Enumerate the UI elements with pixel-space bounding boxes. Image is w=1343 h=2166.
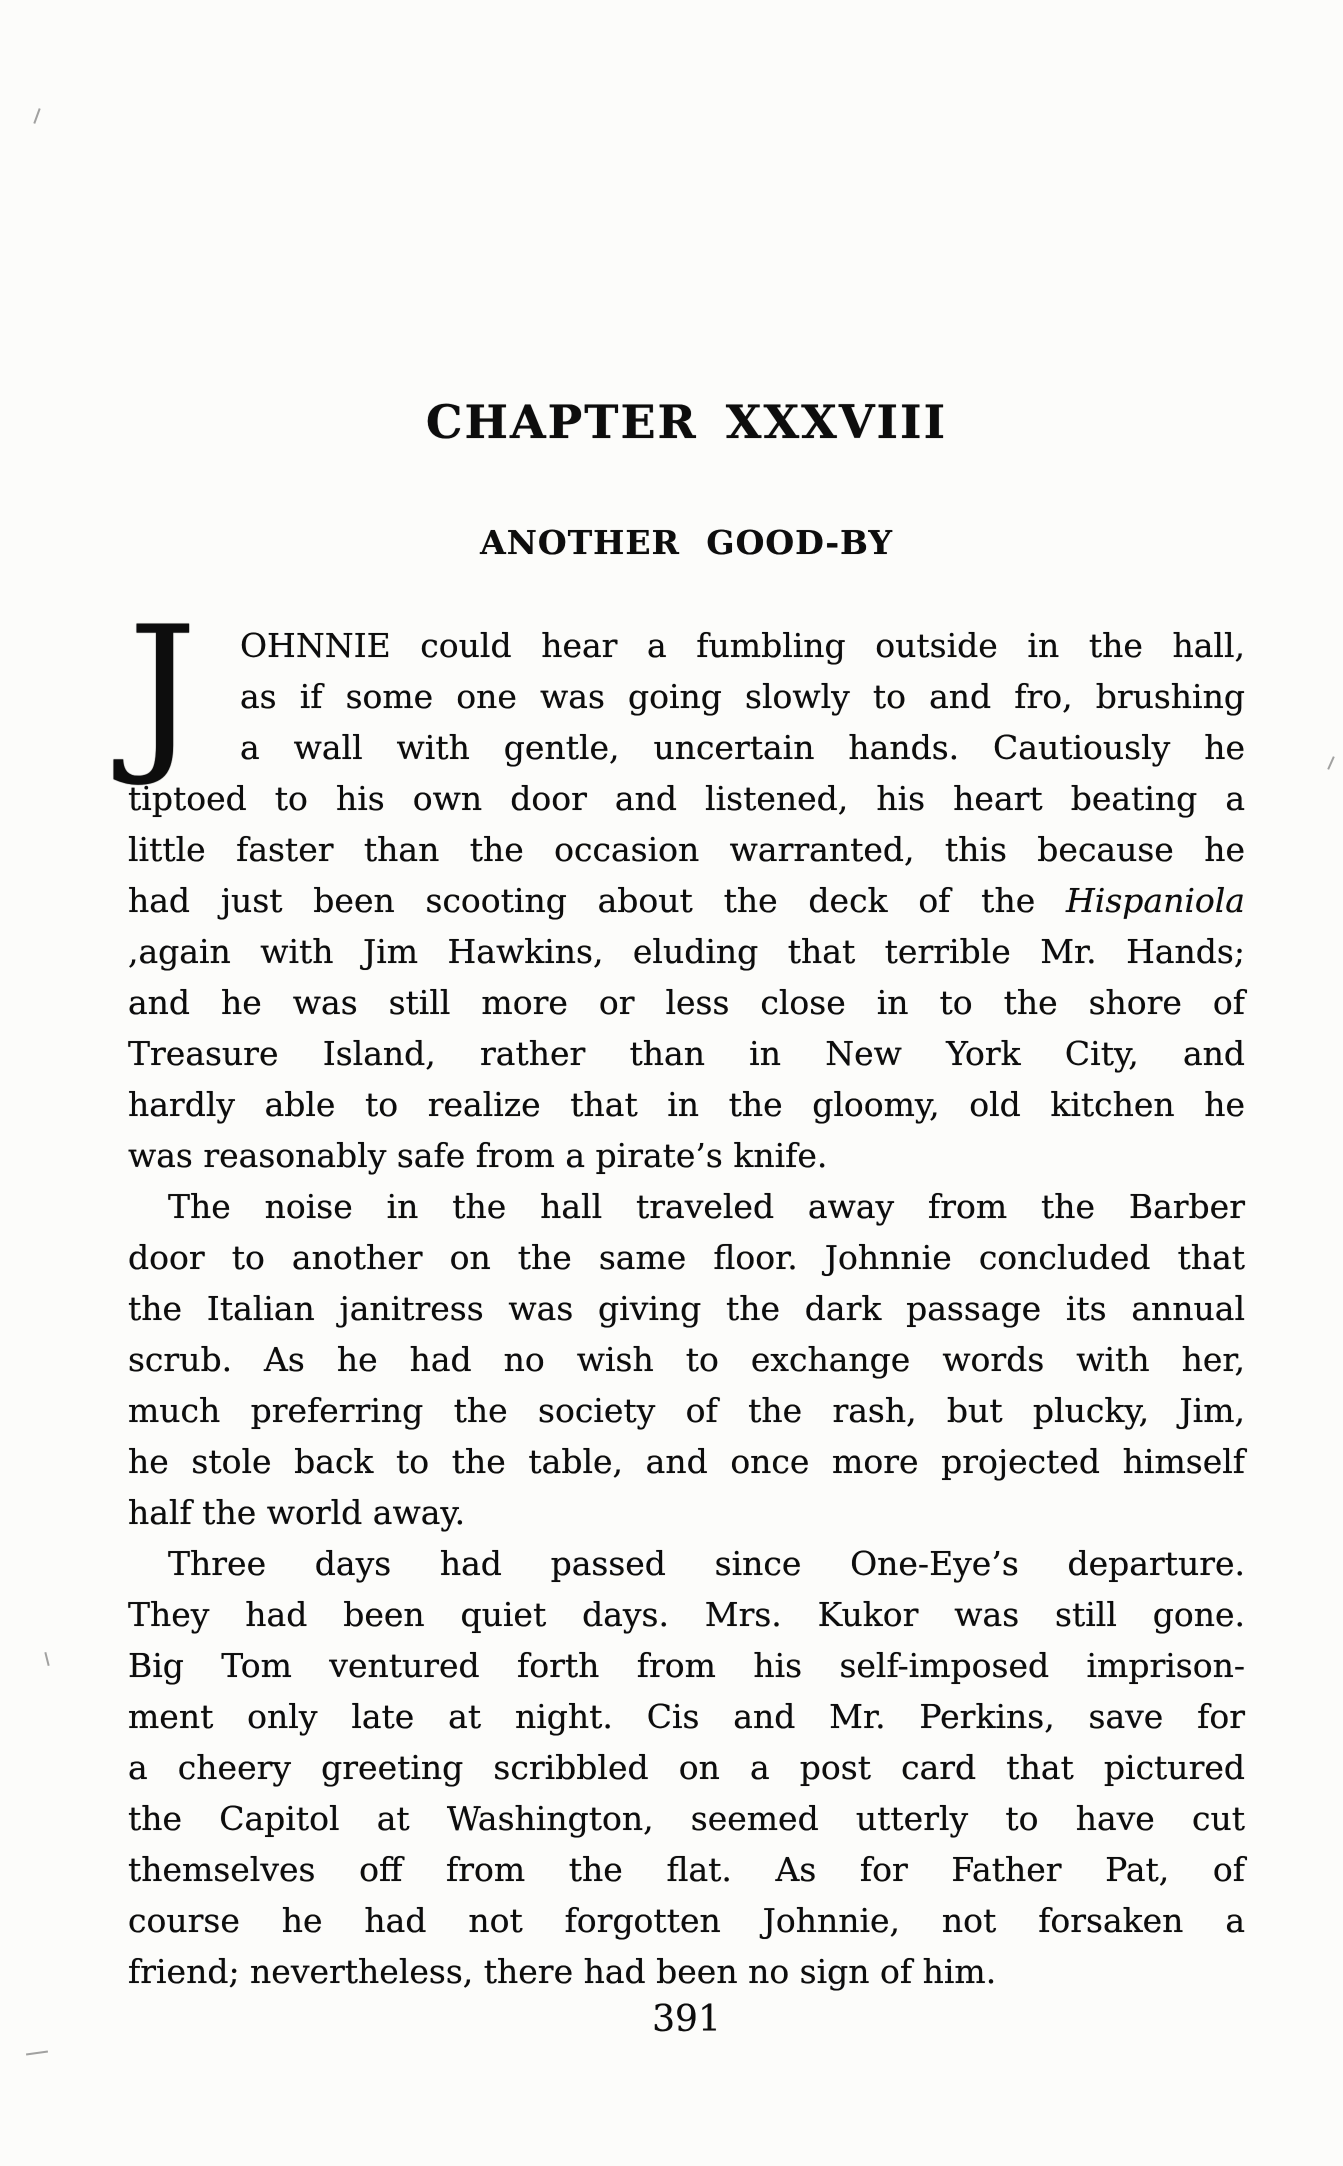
text-line: he stole back to the table, and once more projected himself	[128, 1442, 1245, 1481]
text-line: friend; nevertheless, there had been no sign of him.	[128, 1952, 997, 1991]
text-line: the Capitol at Washington, seemed utterly to have cut	[128, 1799, 1245, 1838]
drop-cap-letter: J	[128, 589, 197, 790]
text-line: They had been quiet days. Mrs. Kukor was still gone.	[128, 1595, 1245, 1634]
text-line: half the world away.	[128, 1493, 466, 1532]
paragraph	[128, 1538, 1245, 1997]
text-line: a wall with gentle, uncertain hands. Cautiously he	[240, 728, 1245, 767]
text-line: scrub. As he had no wish to exchange words with her,	[128, 1340, 1245, 1379]
chapter-heading: CHAPTER XXXVIII	[425, 395, 948, 449]
text-line: Big Tom ventured forth from his self-imposed imprison-	[128, 1646, 1245, 1685]
text-line: Three days had passed since One-Eye’s departure.	[168, 1544, 1245, 1583]
scan-artifact	[26, 2050, 48, 2055]
text-line: OHNNIE could hear a fumbling outside in the hall,	[240, 626, 1245, 665]
text-line: door to another on the same floor. Johnnie concluded that	[128, 1238, 1245, 1277]
text-line: ,again with Jim Hawkins, eluding that terrible Mr. Hands;	[128, 932, 1245, 971]
text-line: hardly able to realize that in the gloomy, old kitchen he	[128, 1085, 1245, 1124]
text-line: ment only late at night. Cis and Mr. Perkins, save for	[128, 1697, 1245, 1736]
scan-artifact	[44, 1652, 49, 1666]
paragraph	[128, 589, 1245, 1181]
page-number: 391	[652, 1999, 721, 2040]
scan-artifact	[33, 108, 40, 124]
text-line: and he was still more or less close in to the shore of	[128, 983, 1245, 1022]
section-heading: ANOTHER GOOD-BY	[480, 523, 893, 562]
text-line: themselves off from the flat. As for Father Pat, of	[128, 1850, 1245, 1889]
text-line: was reasonably safe from a pirate’s knife.	[128, 1136, 828, 1175]
text-line: a cheery greeting scribbled on a post card that pictured	[128, 1748, 1245, 1787]
text-line: as if some one was going slowly to and fro, brushing	[240, 677, 1245, 716]
text-line: much preferring the society of the rash, but plucky, Jim,	[128, 1391, 1245, 1430]
text-line: Treasure Island, rather than in New York City, and	[128, 1034, 1245, 1073]
text-line: the Italian janitress was giving the dark passage its annual	[128, 1289, 1245, 1328]
text-line: The noise in the hall traveled away from the Barber	[168, 1187, 1245, 1226]
text-line: little faster than the occasion warranted, this because he	[128, 830, 1245, 869]
body-text	[128, 589, 1245, 1997]
paragraph	[128, 1181, 1245, 1538]
text-line: course he had not forgotten Johnnie, not forsaken a	[128, 1901, 1245, 1940]
text-line: tiptoed to his own door and listened, his heart beating a	[128, 779, 1245, 818]
scan-artifact	[1327, 756, 1335, 770]
text-line: had just been scooting about the deck of the Hispaniola	[128, 881, 1245, 920]
